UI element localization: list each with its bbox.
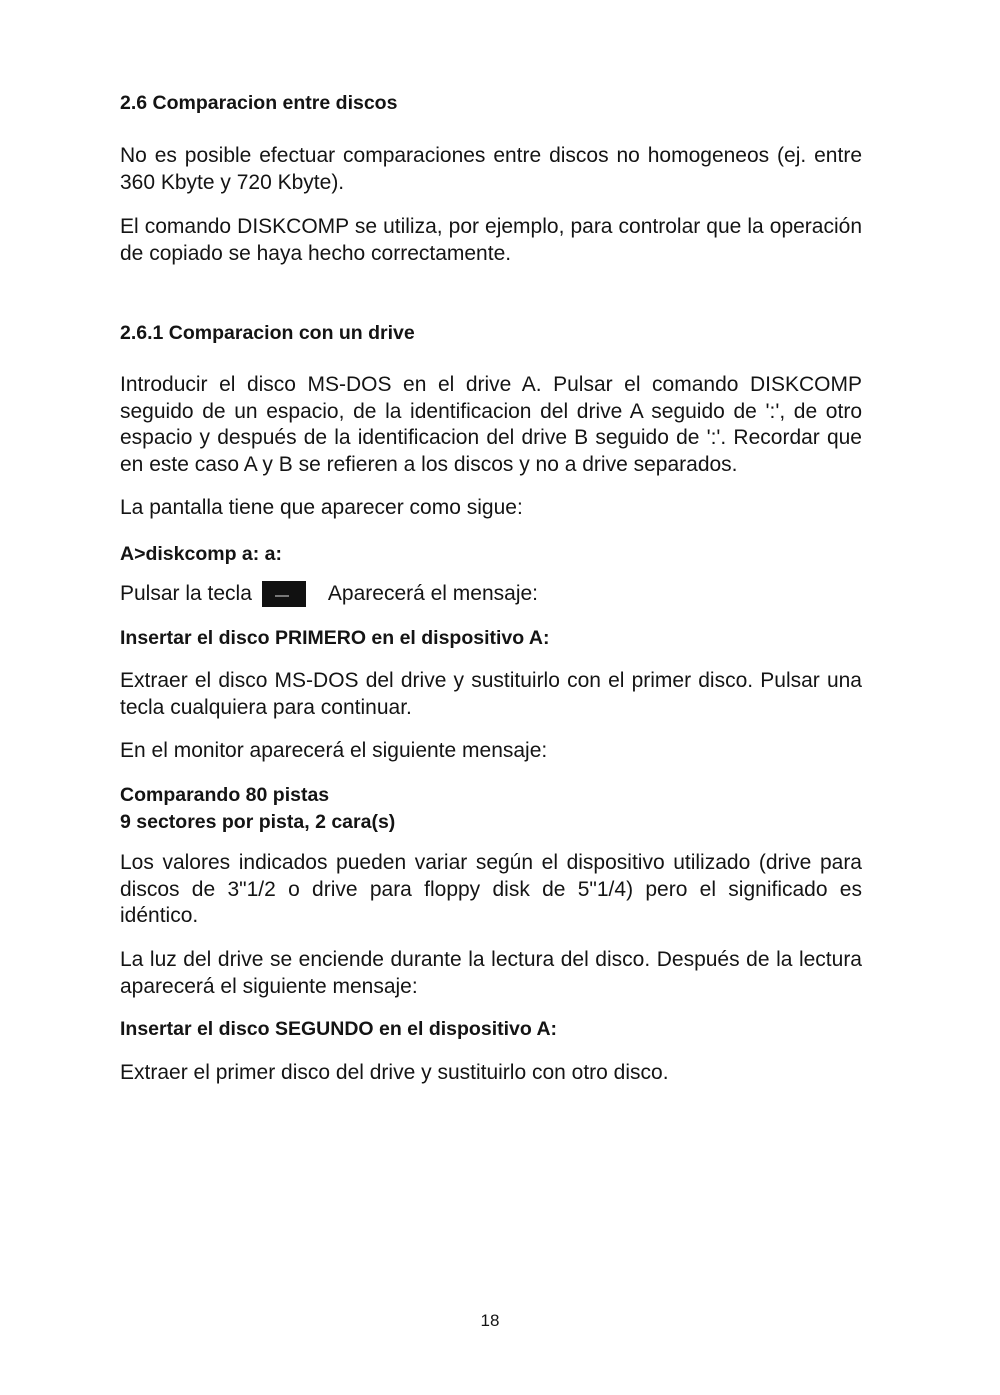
command-line-diskcomp: A>diskcomp a: a:: [120, 543, 283, 565]
message-insert-first-disk: Insertar el disco PRIMERO en el dispositivo A:: [120, 627, 550, 649]
paragraph-diskcomp-usage: El comando DISKCOMP se utiliza, por ejemplo, para controlar que la operación de copiado se haya hecho correctamente.: [120, 215, 862, 265]
message-comparing-tracks-line1: Comparando 80 pistas: [120, 784, 330, 806]
paragraph-extract-msdos: Extraer el disco MS-DOS del drive y sustituirlo con el primer disco. Pulsar una tecla cualquiera para continuar.: [120, 669, 862, 719]
section-heading-2-6: 2.6 Comparacion entre discos: [120, 92, 398, 114]
page-number: 18: [480, 1311, 500, 1330]
message-comparing-tracks-line2: 9 sectores por pista, 2 cara(s): [120, 810, 396, 833]
press-key-prefix: Pulsar la tecla: [120, 582, 252, 605]
paragraph-homogeneous-disks: No es posible efectuar comparaciones entre discos no homogeneos (ej. entre 360 Kbyte y 720 Kbyte).: [120, 144, 862, 194]
message-comparing-tracks: [120, 782, 862, 835]
enter-key-icon: [262, 581, 306, 607]
message-insert-second-disk: Insertar el disco SEGUNDO en el dispositivo A:: [120, 1018, 558, 1040]
press-key-suffix: Aparecerá el mensaje:: [327, 582, 539, 605]
paragraph-introduce-disk: Introducir el disco MS-DOS en el drive A. Pulsar el comando DISKCOMP seguido de un espacio, de la identificacion del drive A seguido de ':', de otro espacio y después de la identificacion del drive B seguido de ':'. Recordar que en este caso A y B se refieren a los discos y no a drive separados.: [120, 373, 862, 476]
paragraph-monitor-message: En el monitor aparecerá el siguiente mensaje:: [120, 739, 548, 762]
press-key-line: [120, 581, 862, 608]
paragraph-extract-first-disk: Extraer el primer disco del drive y sustituirlo con otro disco.: [120, 1061, 669, 1084]
section-heading-2-6-1: 2.6.1 Comparacion con un drive: [120, 322, 415, 344]
paragraph-screen-appears: La pantalla tiene que aparecer como sigue:: [120, 496, 523, 519]
paragraph-drive-light: La luz del drive se enciende durante la lectura del disco. Después de la lectura aparecerá el siguiente mensaje:: [120, 948, 862, 998]
paragraph-values-vary: Los valores indicados pueden variar según el dispositivo utilizado (drive para discos de 3"1/2 o drive para floppy disk de 5"1/4) pero el significado es idéntico.: [120, 851, 862, 927]
